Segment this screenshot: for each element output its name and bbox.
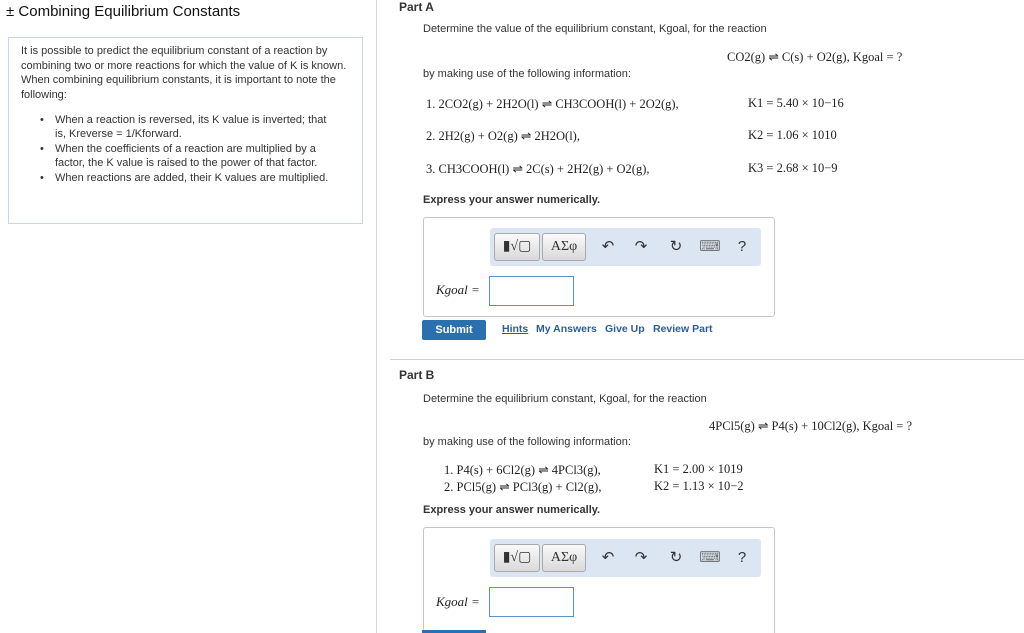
reset-icon[interactable]: ↻ (669, 238, 683, 255)
keyboard-icon[interactable]: ⌨ (699, 238, 721, 255)
redo-icon[interactable]: ↷ (634, 549, 648, 566)
part-a-answer-box (423, 217, 775, 317)
give-up-link[interactable]: Give Up (605, 323, 645, 335)
part-b-target-reaction: 4PCl5(g) ⇌ P4(s) + 10Cl2(g), Kgoal = ? (709, 419, 913, 433)
redo-icon[interactable]: ↷ (634, 238, 648, 255)
part-a-reaction-1: 1. 2CO2(g) + 2H2O(l) ⇌ CH3COOH(l) + 2O2(g), (426, 97, 679, 111)
part-b-k2: K2 = 1.13 × 10−2 (654, 479, 744, 493)
part-a-k1: K1 = 5.40 × 10−16 (748, 96, 844, 110)
templates-button[interactable]: ▮√▢ (494, 233, 540, 261)
part-a-target-reaction: CO2(g) ⇌ C(s) + O2(g), Kgoal = ? (727, 50, 903, 64)
symbols-button[interactable]: ΑΣφ (542, 544, 586, 572)
reset-icon[interactable]: ↻ (669, 549, 683, 566)
part-b-toolbar (490, 539, 761, 577)
part-b-info: by making use of the following information: (423, 436, 631, 448)
help-icon[interactable]: ? (737, 549, 747, 566)
part-a-k3: K3 = 2.68 × 10−9 (748, 161, 838, 175)
help-icon[interactable]: ? (737, 238, 747, 255)
keyboard-icon[interactable]: ⌨ (699, 549, 721, 566)
part-b-answer-input[interactable] (489, 587, 574, 617)
section-divider (390, 359, 1024, 360)
intro-panel (8, 37, 363, 224)
undo-icon[interactable]: ↶ (601, 549, 615, 566)
part-a-express: Express your answer numerically. (423, 194, 601, 206)
part-a-toolbar (490, 228, 761, 266)
part-b-prompt: Determine the equilibrium constant, Kgoal, for the reaction (423, 393, 707, 405)
part-a-answer-input[interactable] (489, 276, 574, 306)
intro-text: It is possible to predict the equilibrium constant of a reaction by combining two or more reactions for which the value of K is known. When combining equilibrium constants, it is important to note the following: (21, 45, 347, 101)
list-item: • When a reaction is reversed, its K value is inverted; that is, Kreverse = 1/Kforward. (37, 113, 337, 141)
part-b-heading: Part B (399, 368, 435, 382)
part-a-reaction-2: 2. 2H2(g) + O2(g) ⇌ 2H2O(l), (426, 129, 580, 143)
list-item: • When the coefficients of a reaction are multiplied by a factor, the K value is raised to the power of that factor. (37, 142, 337, 170)
part-a-answer-label: Kgoal = (436, 282, 480, 297)
part-b-reaction-1: 1. P4(s) + 6Cl2(g) ⇌ 4PCl3(g), (444, 463, 601, 477)
part-b-answer-box (423, 527, 775, 633)
my-answers-link[interactable]: My Answers (536, 323, 597, 335)
part-b-reaction-2: 2. PCl5(g) ⇌ PCl3(g) + Cl2(g), (444, 480, 602, 494)
templates-button[interactable]: ▮√▢ (494, 544, 540, 572)
rules-list (37, 113, 337, 186)
part-a-reaction-3: 3. CH3COOH(l) ⇌ 2C(s) + 2H2(g) + O2(g), (426, 162, 650, 176)
list-item: • When reactions are added, their K values are multiplied. (37, 171, 337, 185)
panel-divider (376, 0, 377, 633)
part-b-express: Express your answer numerically. (423, 504, 601, 516)
review-part-link[interactable]: Review Part (653, 323, 713, 335)
part-b-k1: K1 = 2.00 × 1019 (654, 462, 743, 476)
part-b-answer-label: Kgoal = (436, 594, 480, 609)
undo-icon[interactable]: ↶ (601, 238, 615, 255)
part-a-prompt: Determine the value of the equilibrium constant, Kgoal, for the reaction (423, 23, 767, 35)
part-a-k2: K2 = 1.06 × 1010 (748, 128, 837, 142)
part-a-info: by making use of the following information: (423, 68, 631, 80)
symbols-button[interactable]: ΑΣφ (542, 233, 586, 261)
part-a-heading: Part A (399, 0, 434, 14)
submit-button[interactable]: Submit (422, 320, 486, 340)
hints-link[interactable]: Hints (502, 323, 529, 335)
page-title: ± Combining Equilibrium Constants (6, 3, 241, 20)
